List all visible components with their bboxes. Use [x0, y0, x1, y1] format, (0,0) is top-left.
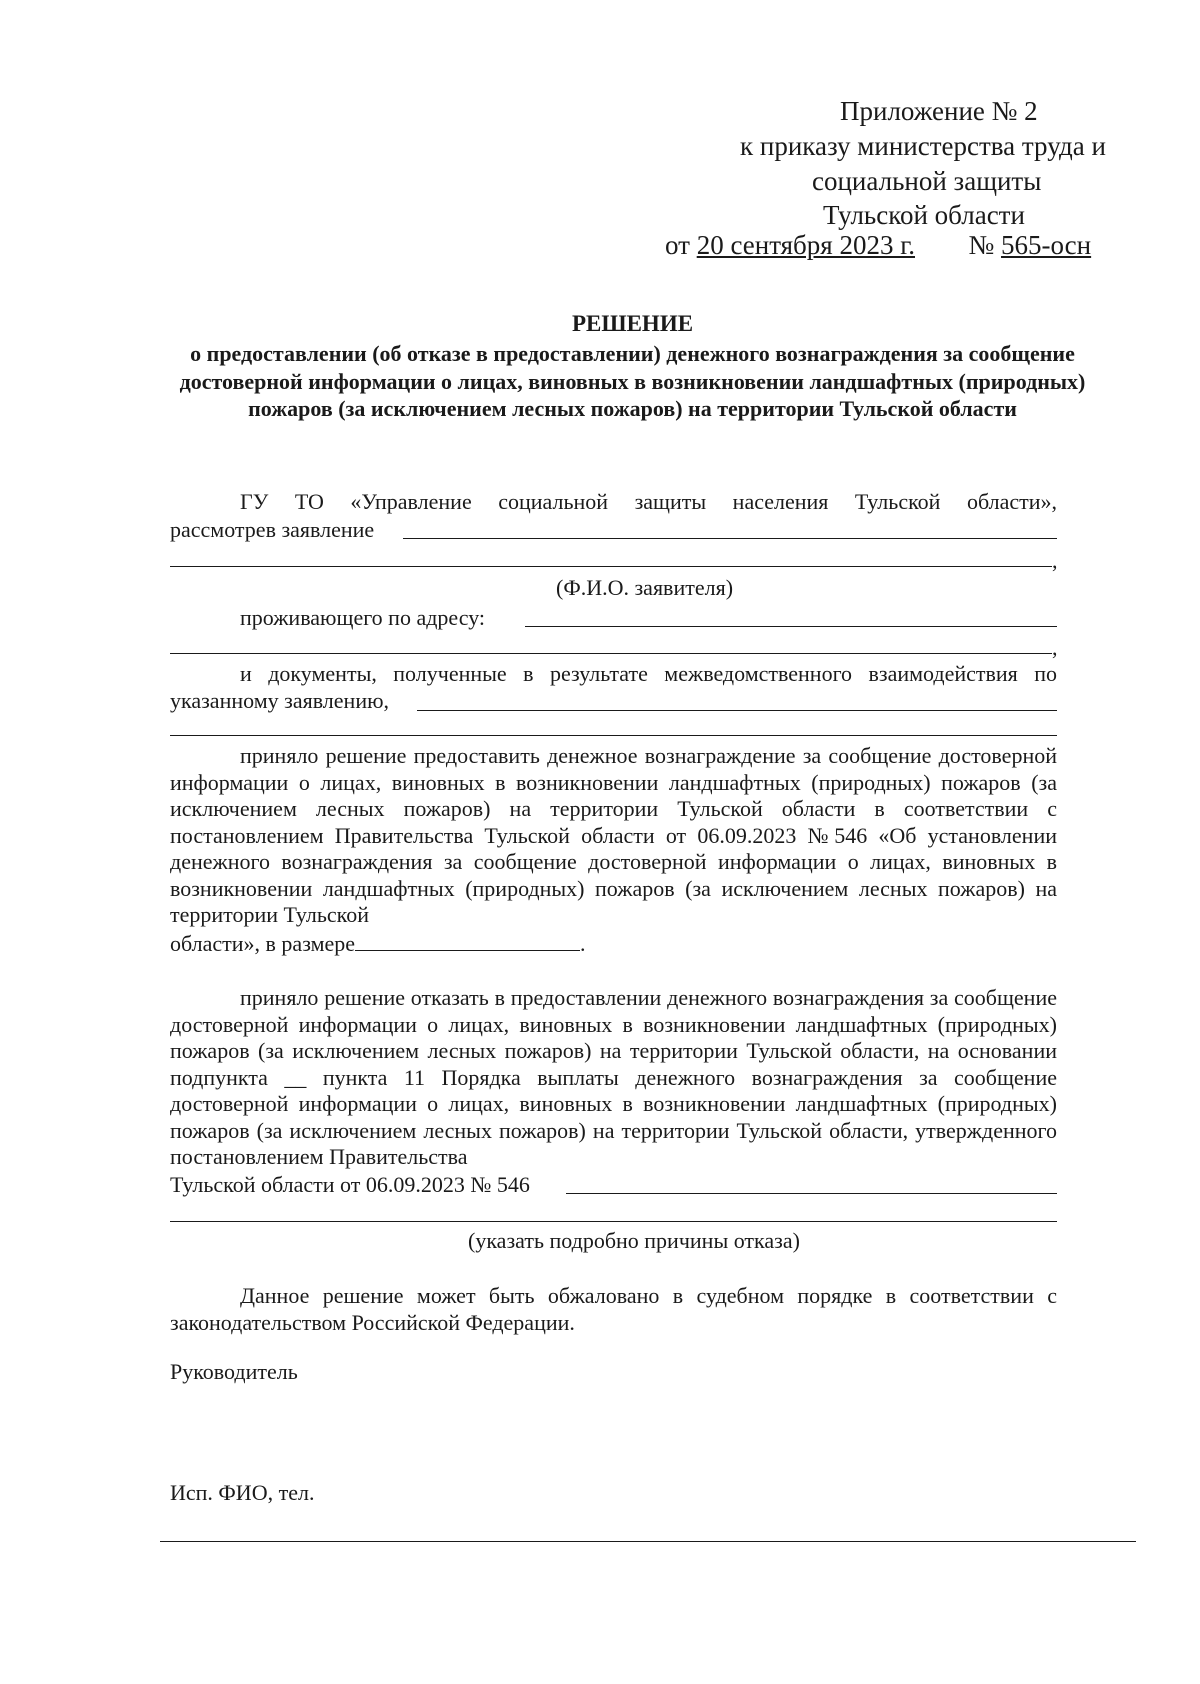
- applicant-name-blank: [170, 566, 1052, 567]
- document-subtitle: о предоставлении (об отказе в предоставлении) денежного вознаграждения за сообщение достоверной информации о лицах, виновных в возникновении ландшафтных (природных) пожаров (за исключением лесных пожаров) на территории Тульской области: [179, 341, 1086, 421]
- order-line: к приказу министерства труда и: [740, 131, 1106, 161]
- applicant-name-hint: (Ф.И.О. заявителя): [556, 575, 734, 600]
- appendix-label: Приложение № 2: [840, 96, 1038, 126]
- grant-amount-row: [170, 930, 586, 957]
- comma-2: ,: [1052, 635, 1058, 660]
- ministry-line: социальной защиты: [812, 166, 1042, 196]
- date-prefix: от: [665, 230, 690, 260]
- refuse-last-line: Тульской области от 06.09.2023 № 546: [170, 1172, 530, 1197]
- address-blank: [525, 626, 1057, 627]
- document-heading: РЕШЕНИЕ: [571, 311, 694, 336]
- grant-amount-blank: [355, 930, 580, 951]
- address-blank-2: [170, 653, 1052, 654]
- executor-label: Исп. ФИО, тел.: [170, 1480, 315, 1505]
- documents-blank-2: [170, 735, 1057, 736]
- refuse-reason-blank: [566, 1193, 1057, 1194]
- order-date-row: [665, 230, 1091, 261]
- grant-amount-label: области», в размере: [170, 931, 356, 956]
- comma-1: ,: [1052, 548, 1058, 573]
- refuse-reason-hint: (указать подробно причины отказа): [468, 1228, 800, 1253]
- region-line: Тульской области: [823, 200, 1025, 230]
- residing-label: проживающего по адресу:: [240, 605, 486, 630]
- documents-blank: [417, 710, 1057, 711]
- order-number: 565-осн: [1001, 230, 1092, 260]
- head-label: Руководитель: [170, 1359, 298, 1384]
- documents-line: и документы, полученные в результате межведомственного взаимодействия по: [240, 661, 1057, 686]
- per-application-label: указанному заявлению,: [170, 688, 390, 713]
- grant-amount-period: .: [580, 931, 586, 956]
- grant-decision-paragraph: приняло решение предоставить денежное вознаграждение за сообщение достоверной информации о лицах, виновных в возникновении ландшафтных (природных) пожаров (за исключением лесных пожаров) на территории Тульской области в соответствии с постановлением Правительства Тульской области от 06.09.2023 №546 «Об установлении денежного вознаграждения за сообщение достоверной информации о лицах, виновных в возникновении ландшафтных (природных) пожаров (за исключением лесных пожаров) на территории Тульской: [170, 743, 1057, 927]
- refuse-decision-paragraph: приняло решение отказать в предоставлении денежного вознаграждения за сообщение достоверной информации о лицах, виновных в возникновении ландшафтных (природных) пожаров (за исключением лесных пожаров) на территории Тульской области, на основании подпункта __ пункта 11 Порядка выплаты денежного вознаграждения за сообщение достоверной информации о лицах, виновных в возникновении ландшафтных (природных) пожаров (за исключением лесных пожаров) на территории Тульской области, утвержденного постановлением Правительства: [170, 985, 1057, 1169]
- considered-label: рассмотрев заявление: [170, 517, 375, 542]
- number-prefix: №: [968, 230, 995, 260]
- refuse-reason-blank-2: [170, 1221, 1057, 1222]
- appeal-paragraph: Данное решение может быть обжаловано в судебном порядке в соответствии с законодательством Российской Федерации.: [170, 1283, 1057, 1335]
- footer-rule: [160, 1541, 1136, 1542]
- order-date: 20 сентября 2023 г.: [696, 230, 915, 260]
- application-blank: [403, 538, 1057, 539]
- organization-line: ГУ ТО «Управление социальной защиты населения Тульской области»,: [240, 489, 1057, 514]
